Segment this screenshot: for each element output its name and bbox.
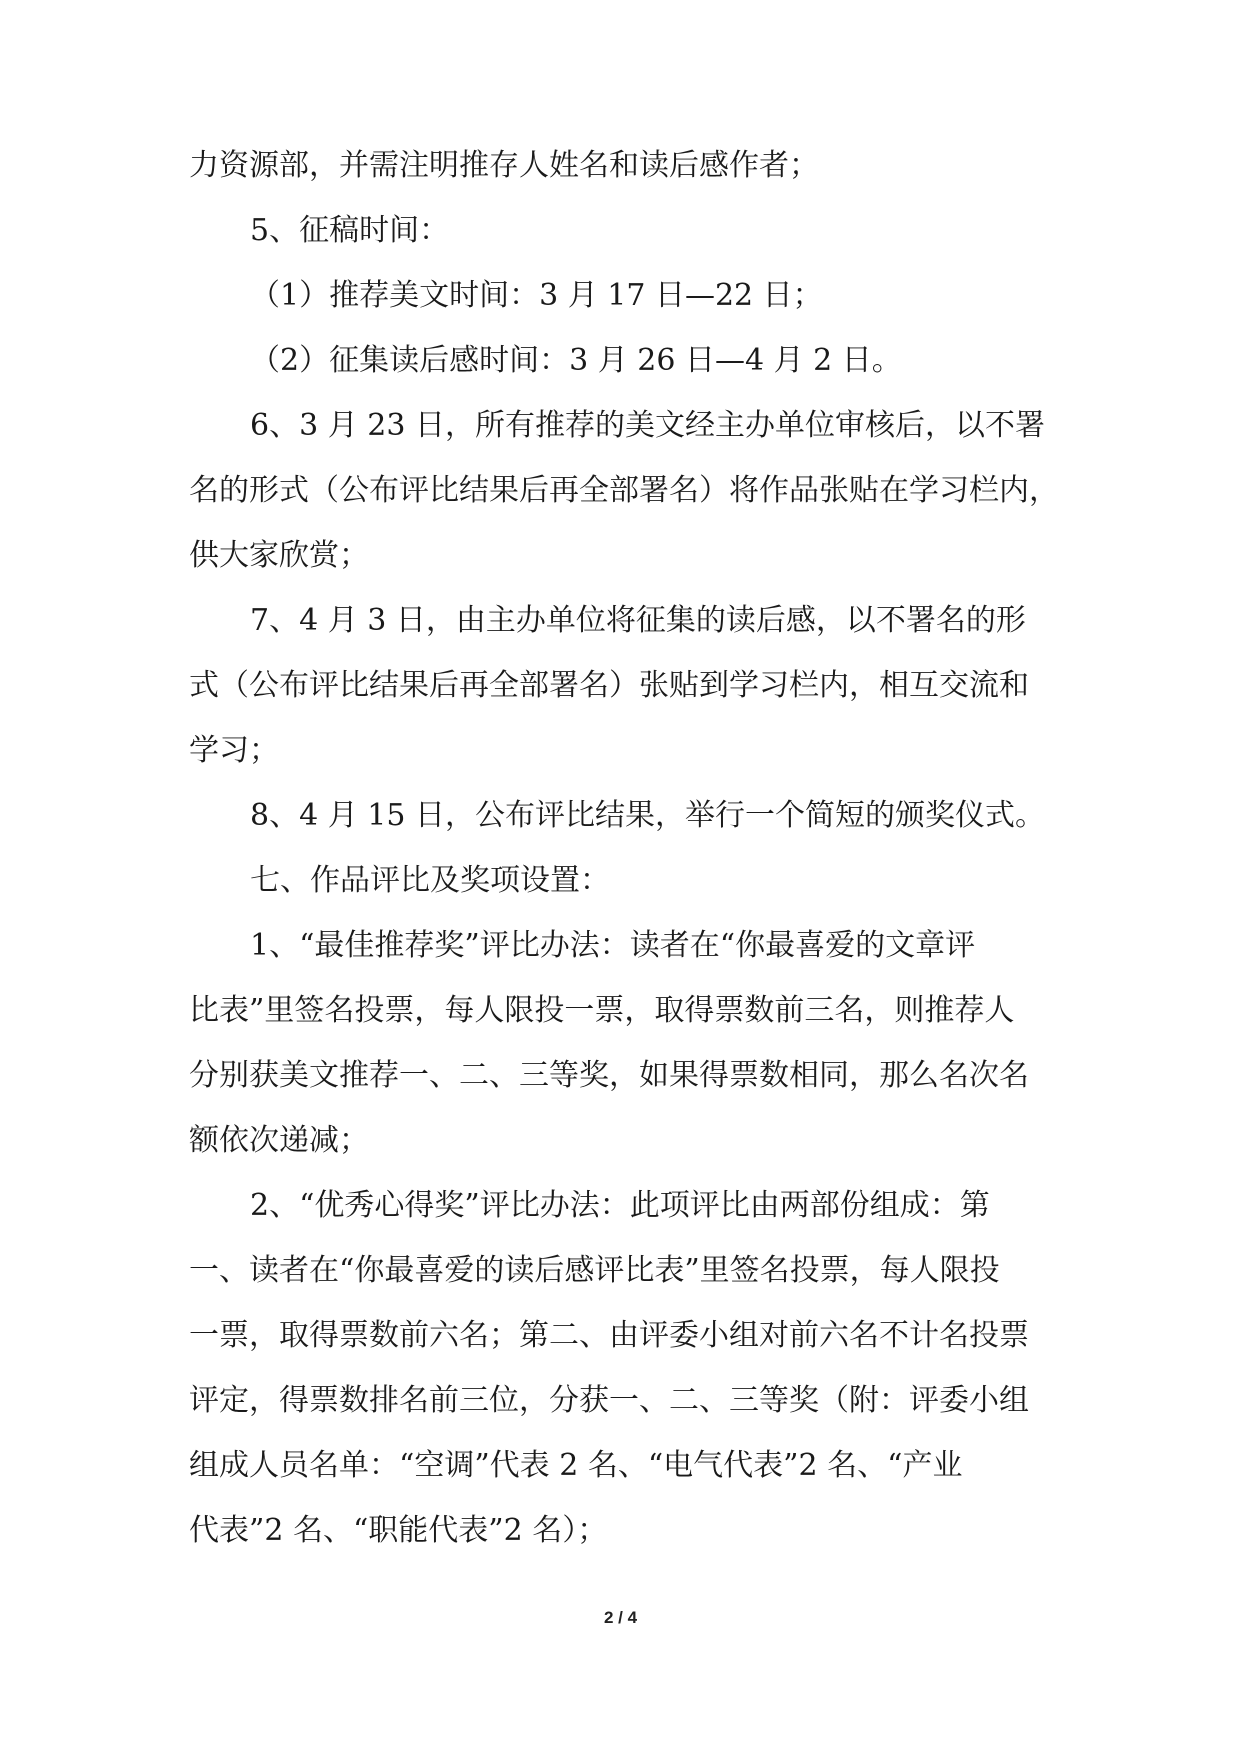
text-line: 力资源部，并需注明推存人姓名和读后感作者； <box>189 148 819 183</box>
text-line: 比表”里签名投票，每人限投一票，取得票数前三名，则推荐人 <box>189 993 1015 1028</box>
text-line: 分别获美文推荐一、二、三等奖，如果得票数相同，那么名次名 <box>189 1058 1029 1093</box>
text-line: 1、“最佳推荐奖”评比办法：读者在“你最喜爱的文章评 <box>250 928 976 963</box>
text-line: 供大家欣赏； <box>189 538 369 573</box>
text-line: 6、3 月 23 日，所有推荐的美文经主办单位审核后，以不署 <box>250 408 1045 443</box>
text-line: 7、4 月 3 日，由主办单位将征集的读后感，以不署名的形 <box>250 603 1026 638</box>
text-line: 学习； <box>189 733 279 768</box>
text-line: 8、4 月 15 日，公布评比结果，举行一个简短的颁奖仪式。 <box>250 798 1045 833</box>
text-line: 5、征稿时间： <box>250 213 450 248</box>
text-line: 2、“优秀心得奖”评比办法：此项评比由两部份组成：第 <box>250 1188 990 1223</box>
text-line: 一、读者在“你最喜爱的读后感评比表”里签名投票，每人限投 <box>189 1253 1000 1288</box>
page-number: 2 / 4 <box>603 1608 638 1627</box>
text-line: 七、作品评比及奖项设置： <box>250 863 610 898</box>
text-line: （2）征集读后感时间：3 月 26 日—4 月 2 日。 <box>250 343 902 378</box>
text-line: 评定，得票数排名前三位，分获一、二、三等奖（附：评委小组 <box>189 1383 1029 1418</box>
text-line: 式（公布评比结果后再全部署名）张贴到学习栏内，相互交流和 <box>189 668 1029 703</box>
text-line: （1）推荐美文时间：3 月 17 日—22 日； <box>250 278 823 313</box>
text-line: 名的形式（公布评比结果后再全部署名）将作品张贴在学习栏内， <box>189 473 1059 508</box>
text-line: 一票，取得票数前六名；第二、由评委小组对前六名不计名投票 <box>189 1318 1029 1353</box>
text-line: 额依次递减； <box>189 1123 369 1158</box>
text-line: 代表”2 名、“职能代表”2 名）； <box>189 1513 608 1548</box>
text-line: 组成人员名单：“空调”代表 2 名、“电气代表”2 名、“产业 <box>189 1448 963 1483</box>
